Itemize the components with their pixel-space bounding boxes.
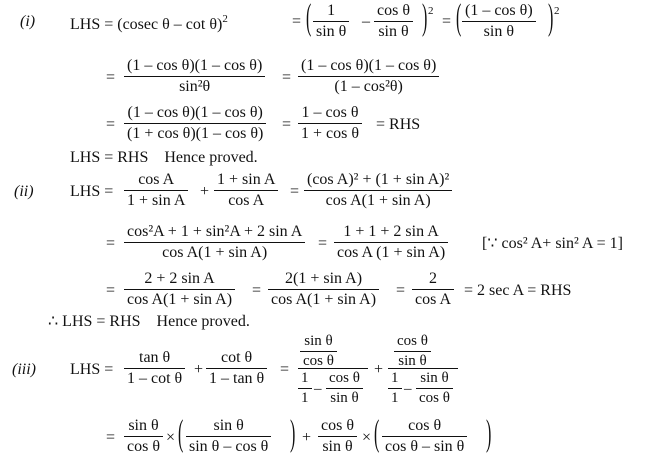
- fraction: 2 + 2 sin A cos A(1 + sin A): [124, 271, 235, 308]
- identity-note: [∵ cos² A+ sin² A = 1]: [482, 235, 623, 252]
- fraction: 2 cos A: [412, 271, 454, 308]
- equals-sign: =: [290, 183, 300, 200]
- lhs-expression: LHS =: [70, 183, 114, 200]
- complex-fraction-numerator: cos θ sin θ: [394, 334, 431, 369]
- fraction: (1 – cos θ)(1 – cos θ) (1 – cos²θ): [298, 58, 439, 95]
- fraction: cos²A + 1 + sin²A + 2 sin A cos A(1 + sin A): [124, 224, 305, 261]
- fraction: sin θ cos θ: [124, 418, 163, 455]
- exponent: 2: [554, 5, 560, 17]
- fraction: 1 sin θ: [313, 3, 349, 40]
- rhs-expression: = RHS: [376, 116, 421, 133]
- equals-sign: =: [318, 235, 328, 252]
- equals-sign: =: [442, 13, 452, 30]
- right-paren: ): [290, 415, 296, 455]
- exponent: 2: [428, 5, 434, 17]
- complex-fraction-numerator: sin θ cos θ: [300, 334, 337, 369]
- times-sign: ×: [362, 429, 372, 446]
- plus-sign: +: [302, 429, 312, 446]
- part-label-ii: (ii): [14, 183, 34, 200]
- equals-sign: =: [106, 69, 116, 86]
- equals-sign: =: [282, 116, 292, 133]
- equals-sign: =: [292, 13, 302, 30]
- conclusion-text: LHS = RHS Hence proved.: [70, 149, 258, 166]
- right-paren: ): [548, 0, 554, 39]
- right-paren: ): [486, 415, 492, 455]
- minus-sign: –: [314, 381, 322, 397]
- fraction: 1 + sin A cos A: [214, 172, 278, 209]
- equals-sign: =: [396, 282, 406, 299]
- fraction: (1 – cos θ)(1 – cos θ) (1 + cos θ)(1 – cos θ): [124, 105, 266, 142]
- equals-sign: =: [106, 429, 116, 446]
- fraction: cos A 1 + sin A: [124, 172, 188, 209]
- times-sign: ×: [166, 429, 176, 446]
- minus-sign: –: [404, 381, 412, 397]
- fraction: cos θ sin θ: [374, 3, 413, 40]
- main-fraction-bar: [298, 368, 368, 369]
- fraction: cos θ cos θ – sin θ: [382, 418, 467, 455]
- fraction: 1 – cos θ 1 + cos θ: [298, 105, 362, 142]
- fraction: 1 1: [388, 371, 402, 406]
- left-paren: (: [178, 415, 184, 455]
- left-paren: (: [374, 415, 380, 455]
- fraction: sin θ sin θ – cos θ: [186, 418, 271, 455]
- fraction: sin θ cos θ: [416, 371, 453, 406]
- plus-sign: +: [200, 183, 210, 200]
- left-paren: (: [456, 0, 462, 39]
- conclusion-text: ∴ LHS = RHS Hence proved.: [48, 313, 250, 330]
- fraction: 1 + 1 + 2 sin A cos A (1 + sin A): [334, 224, 448, 261]
- main-fraction-bar: [388, 368, 458, 369]
- equals-sign: =: [106, 116, 116, 133]
- lhs-expression: LHS = (cosec θ – cot θ)$^2$: [70, 13, 228, 33]
- fraction: 1 1: [298, 371, 312, 406]
- plus-sign: +: [374, 361, 384, 378]
- fraction: cot θ 1 – tan θ: [206, 350, 267, 387]
- plus-sign: +: [194, 361, 204, 378]
- fraction: 2(1 + sin A) cos A(1 + sin A): [268, 271, 379, 308]
- fraction: (1 – cos θ)(1 – cos θ) sin²θ: [124, 58, 265, 95]
- equals-sign: =: [282, 69, 292, 86]
- equals-sign: =: [106, 282, 116, 299]
- part-label-i: (i): [20, 13, 36, 30]
- rhs-expression: = 2 sec A = RHS: [464, 282, 572, 299]
- lhs-expression: LHS =: [70, 361, 114, 378]
- part-label-iii: (iii): [12, 361, 36, 378]
- fraction: tan θ 1 – cot θ: [124, 350, 185, 387]
- left-paren: (: [306, 0, 312, 39]
- fraction: (cos A)² + (1 + sin A)² cos A(1 + sin A): [304, 172, 452, 209]
- fraction: cos θ sin θ: [326, 371, 363, 406]
- fraction: (1 – cos θ) sin θ: [462, 3, 536, 40]
- equals-sign: =: [280, 361, 290, 378]
- right-paren: ): [422, 0, 428, 39]
- equals-sign: =: [106, 235, 116, 252]
- fraction: cos θ sin θ: [318, 418, 357, 455]
- minus-sign: –: [362, 13, 370, 30]
- equals-sign: =: [252, 282, 262, 299]
